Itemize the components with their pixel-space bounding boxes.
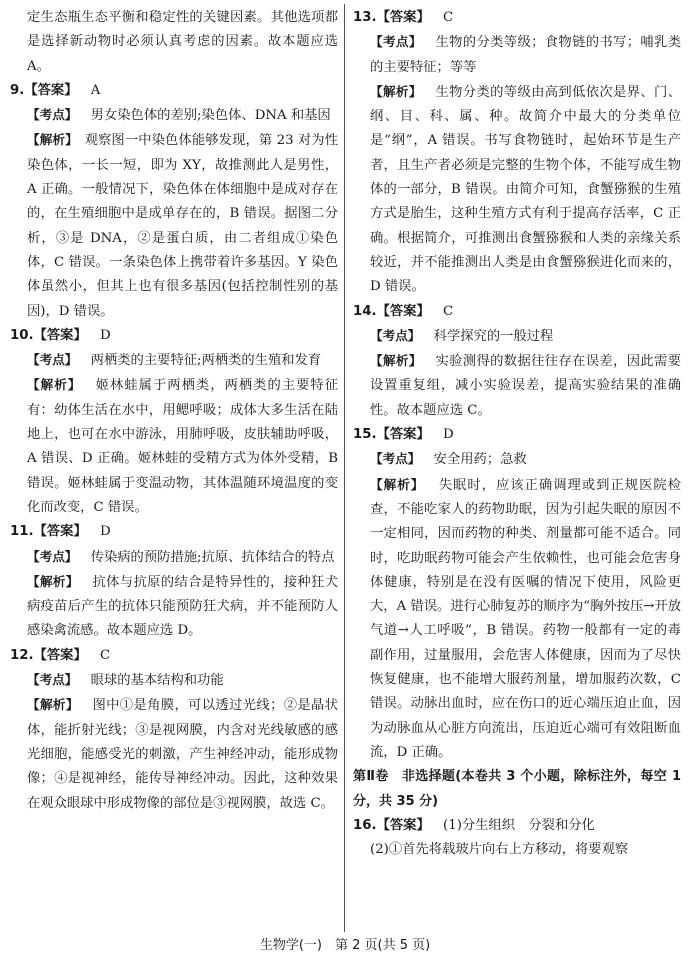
column-divider bbox=[344, 4, 345, 932]
q15-kp: 安全用药；急救 bbox=[433, 452, 527, 468]
q12-answer: C bbox=[100, 647, 111, 663]
q15-ex: 失眠时，应该正确调理或到正规医院检查，不能吃家人的药物助眠，因为引起失眠的原因不一定相同，因而药物的种类、剂量都可能不适合。同时，吃助眠药物可能会产生依赖性，也可能会危害身体健康，特别是在没有医嘱的情况下使用，风险更大，A 错误。进行心肺复苏的顺序为“胸外按压→开放气道→人工呼吸”，B 错误。药物一般都有一定的毒副作用，过量服用，会危害人体健康，因而为了尽快恢复健康，也不能增大服药剂量，增加服药次数，C 错误。动脉出血时，应在伤口的近心端压迫止血，因为动脉血从心脏方向流出，压迫近心端可有效阻断血流，D 正确。 bbox=[370, 477, 682, 760]
q15-answer: D bbox=[443, 427, 454, 443]
question-10 bbox=[10, 324, 338, 520]
q16-answer: (1)分生组织 分裂和分化 bbox=[443, 817, 595, 833]
q11-kp-label: 【考点】 bbox=[27, 548, 78, 564]
q14-ex-label: 【解析】 bbox=[370, 353, 422, 369]
q12-number: 12. bbox=[10, 647, 34, 663]
q15-answer-label: 【答案】 bbox=[376, 427, 430, 443]
q10-answer-label: 【答案】 bbox=[33, 327, 87, 343]
q10-kp: 两栖类的主要特征;两栖类的生殖和发育 bbox=[90, 353, 322, 369]
question-14 bbox=[353, 300, 681, 423]
q13-ex: 生物分类的等级由高到低依次是界、门、纲、目、科、属、种。故简介中最大的分类单位是“纲”，A 错误。书写食物链时，起始环节是生产者，且生产者必须是完整的生物个体，不能写成生物体的一部分，B 错误。由简介可知，食蟹猕猴的生殖方式是胎生，这种生殖方式有利于提高存活率，C 正确。根据简介，可推测出食蟹猕猴和人类的亲缘关系较近，并不能推测出人类是由食蟹猕猴进化而来的，D 错误。 bbox=[370, 84, 682, 295]
q14-answer-label: 【答案】 bbox=[376, 303, 430, 319]
q13-kp-label: 【考点】 bbox=[370, 34, 422, 50]
q11-answer: D bbox=[100, 524, 111, 540]
question-11 bbox=[10, 520, 338, 643]
q10-kp-label: 【考点】 bbox=[27, 352, 78, 368]
question-13 bbox=[353, 6, 681, 300]
question-12 bbox=[10, 644, 338, 816]
q9-kp: 男女染色体的差别;染色体、DNA 和基因 bbox=[90, 108, 331, 124]
q9-answer-label: 【答案】 bbox=[24, 82, 78, 98]
q14-kp-label: 【考点】 bbox=[370, 327, 421, 343]
q14-number: 14. bbox=[353, 303, 377, 319]
q13-answer: C bbox=[443, 10, 454, 25]
q11-ex: 抗体与抗原的结合是特异性的，接种狂犬病疫苗后产生的抗体只能预防狂犬病，并不能预防人感染禽流感。故本题应选 D。 bbox=[27, 574, 339, 639]
question-16 bbox=[353, 814, 681, 863]
question-9 bbox=[10, 79, 338, 324]
q16-answer-label: 【答案】 bbox=[376, 817, 430, 833]
q13-kp: 生物的分类等级；食物链的书写；哺乳类的主要特征；等等 bbox=[370, 35, 682, 75]
q16-number: 16. bbox=[353, 817, 377, 833]
q13-ex-label: 【解析】 bbox=[370, 83, 422, 99]
q11-number: 11. bbox=[10, 524, 34, 540]
q14-ex: 实验测得的数据往往存在误差，因此需要设置重复组，减小实验误差，提高实验结果的准确性。故本题应选 C。 bbox=[370, 354, 682, 418]
q13-answer-label: 【答案】 bbox=[376, 10, 430, 25]
q14-kp: 科学探究的一般过程 bbox=[433, 328, 554, 344]
q11-ex-label: 【解析】 bbox=[27, 573, 79, 589]
q13-number: 13. bbox=[353, 10, 377, 25]
q9-ex: 观察图一中染色体能够发现，第 23 对为性染色体，一长一短，即为 XY，故推测此人是男性，A 正确。一般情况下，染色体在体细胞中是成对存在的，在生殖细胞中是成单存在的，B 错误。据图二分析，③是 DNA，②是蛋白质，由二者组成①染色体，C 错误。一条染色体上携带着许多基因。Y 染色体虽然小，但其上也有很多基因(包括控制性别的基因)，D 错误。 bbox=[27, 133, 339, 319]
right-column bbox=[353, 6, 681, 862]
q10-number: 10. bbox=[10, 327, 34, 343]
q10-ex-label: 【解析】 bbox=[27, 377, 82, 393]
q12-kp-label: 【考点】 bbox=[27, 672, 78, 688]
q9-answer: A bbox=[90, 82, 101, 98]
section-2-heading: 第Ⅱ卷 非选择题(本卷共 3 个小题，除标注外，每空 1 分，共 35 分) bbox=[353, 769, 681, 809]
q10-ex: 姬林蛙属于两栖类，两栖类的主要特征有：幼体生活在水中，用鳃呼吸；成体大多生活在陆地上，也可在水中游泳，用肺呼吸，皮肤辅助呼吸，A 错误、D 正确。姬林蛙的受精方式为体外受精，B 错误。姬林蛙属于变温动物，其体温随环境温度的变化而改变，C 错误。 bbox=[27, 378, 339, 515]
q9-kp-label: 【考点】 bbox=[27, 107, 78, 123]
q11-answer-label: 【答案】 bbox=[33, 524, 87, 540]
q9-ex-label: 【解析】 bbox=[27, 132, 78, 148]
q15-number: 15. bbox=[353, 427, 377, 443]
q14-answer: C bbox=[443, 303, 454, 319]
left-column bbox=[10, 6, 338, 816]
q15-kp-label: 【考点】 bbox=[370, 451, 421, 467]
q9-number: 9. bbox=[10, 82, 25, 98]
q10-answer: D bbox=[100, 327, 111, 343]
q11-kp: 传染病的预防措施;抗原、抗体结合的特点 bbox=[90, 549, 335, 565]
q12-kp: 眼球的基本结构和功能 bbox=[90, 673, 224, 689]
page-footer: 生物学(一) 第 2 页(共 5 页) bbox=[259, 938, 431, 953]
q12-ex: 图中①是角膜，可以透过光线；②是晶状体，能折射光线；③是视网膜，内含对光线敏感的感光细胞，能感受光的刺激，产生神经冲动，能形成物像；④是视神经，能传导神经冲动。因此，这种效果在观众眼球中形成物像的部位是③视网膜，故选 C。 bbox=[27, 698, 339, 811]
q15-ex-label: 【解析】 bbox=[370, 476, 425, 492]
question-15 bbox=[353, 423, 681, 765]
q12-ex-label: 【解析】 bbox=[27, 697, 79, 713]
q12-answer-label: 【答案】 bbox=[33, 647, 87, 663]
intro-text: 定生态瓶生态平衡和稳定性的关键因素。其他选项都是选择新动物时必须认真考虑的因素。故本题应选 A。 bbox=[27, 10, 338, 74]
q16-line2: (2)①首先将载玻片向右上方移动，将要观察 bbox=[370, 842, 629, 858]
